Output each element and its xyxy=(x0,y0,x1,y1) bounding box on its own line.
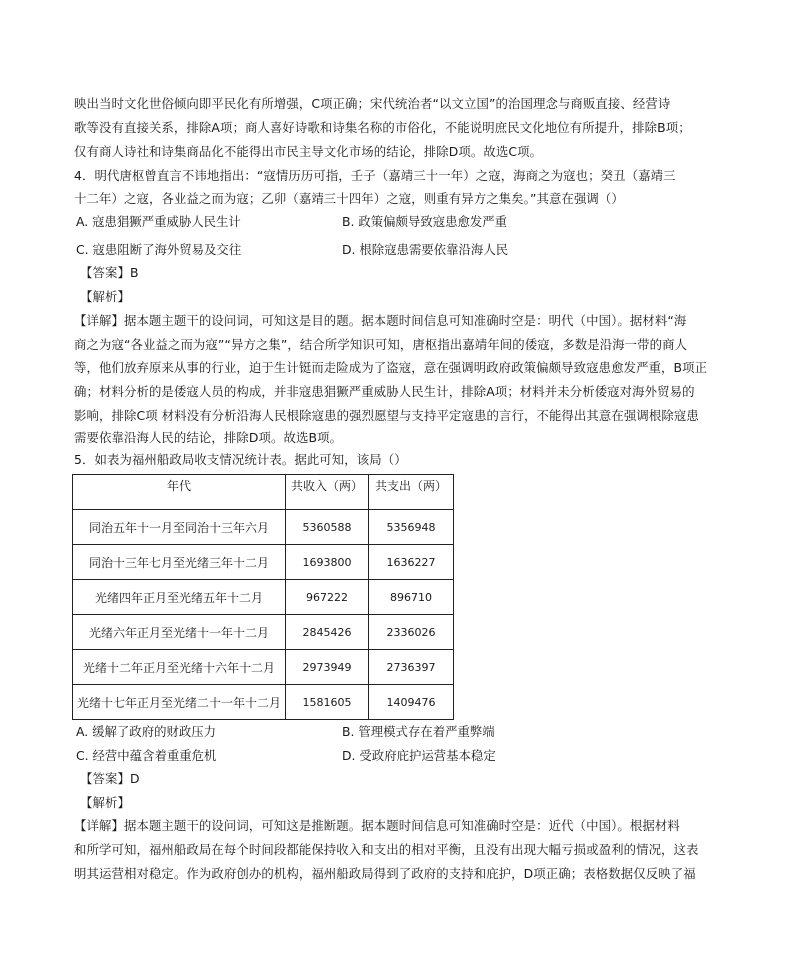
q5-analysis-line-2: 和所学可知，福州船政局在每个时间段都能保持收入和支出的相对平衡，且没有出现大幅亏损或盈利的情况，这表 xyxy=(74,842,699,857)
cell-period: 同治五年十一月至同治十三年六月 xyxy=(73,510,286,545)
table-row xyxy=(73,650,454,685)
q4-option-a: A. 寇患猖獗严重威胁人民生计 xyxy=(76,214,241,229)
table-row xyxy=(73,545,454,580)
q5-answer: 【答案】D xyxy=(80,771,140,786)
revenue-expenditure-table xyxy=(72,474,454,720)
intro-line-1: 映出当时文化世俗倾向即平民化有所增强，C项正确；宋代统治者“以文立国”的治国理念与商贩直接、经营诗 xyxy=(74,96,671,111)
q5-option-c: C. 经营中蕴含着重重危机 xyxy=(76,748,217,763)
table-row xyxy=(73,615,454,650)
header-period: 年代 xyxy=(73,475,286,510)
cell-period: 同治十三年七月至光绪三年十二月 xyxy=(73,545,286,580)
cell-period: 光绪十七年正月至光绪二十一年十二月 xyxy=(73,685,286,720)
table-header-row xyxy=(73,475,454,510)
cell-period: 光绪六年正月至光绪十一年十二月 xyxy=(73,615,286,650)
q4-stem-line-1: 4．明代唐枢曾直言不讳地指出：“寇情历历可指，壬子（嘉靖三十一年）之寇，海商之为寇也；癸丑（嘉靖三 xyxy=(74,168,676,183)
q5-analysis-label: 【解析】 xyxy=(80,795,130,810)
q5-option-d: D. 受政府庇护运营基本稳定 xyxy=(342,748,496,763)
cell-income: 2845426 xyxy=(286,615,369,650)
q4-analysis-line-1: 【详解】据本题主题干的设问词，可知这是目的题。据本题时间信息可知准确时空是：明代（中国）。据材料“海 xyxy=(74,313,687,328)
table-row xyxy=(73,580,454,615)
table-row xyxy=(73,510,454,545)
q4-stem-line-2: 十二年）之寇，各业益之而为寇；乙卯（嘉靖三十四年）之寇，则重有异方之集矣。”其意在强调（） xyxy=(74,191,624,206)
q4-option-c: C. 寇患阻断了海外贸易及交往 xyxy=(76,242,242,257)
q4-option-b: B. 政策偏颇导致寇患愈发严重 xyxy=(342,214,508,229)
q4-option-d: D. 根除寇患需要依靠沿海人民 xyxy=(342,242,509,257)
q5-stem: 5．如表为福州船政局收支情况统计表。据此可知，该局（） xyxy=(74,452,407,467)
q4-answer: 【答案】B xyxy=(80,265,139,280)
header-income: 共收入（两） xyxy=(286,475,369,510)
cell-expenditure: 896710 xyxy=(369,580,454,615)
cell-expenditure: 1636227 xyxy=(369,545,454,580)
intro-line-3: 仅有商人诗社和诗集商品化不能得出市民主导文化市场的结论，排除D项。故选C项。 xyxy=(74,144,543,159)
cell-period: 光绪十二年正月至光绪十六年十二月 xyxy=(73,650,286,685)
q4-analysis-line-3: 等，他们放弃原来从事的行业，迫于生计铤而走险成为了盗寇，意在强调明政府政策偏颇导致寇患愈发严重，B项正 xyxy=(74,360,708,375)
q4-analysis-label: 【解析】 xyxy=(80,289,130,304)
cell-expenditure: 2736397 xyxy=(369,650,454,685)
q4-analysis-line-2: 商之为寇“各业益之而为寇”“异方之集”，结合所学知识可知，唐枢指出嘉靖年间的倭寇，多数是沿海一带的商人 xyxy=(74,337,688,352)
cell-expenditure: 1409476 xyxy=(369,685,454,720)
cell-income: 2973949 xyxy=(286,650,369,685)
q4-analysis-line-6: 需要依靠沿海人民的结论，排除D项。故选B项。 xyxy=(74,430,343,445)
cell-income: 5360588 xyxy=(286,510,369,545)
table-row xyxy=(73,685,454,720)
cell-income: 1693800 xyxy=(286,545,369,580)
intro-line-2: 歌等没有直接关系，排除A项；商人喜好诗歌和诗集名称的市俗化，不能说明庶民文化地位有所提升，排除B项； xyxy=(74,120,691,135)
cell-period: 光绪四年正月至光绪五年十二月 xyxy=(73,580,286,615)
q4-analysis-line-4: 确；材料分析的是倭寇人员的构成，并非寇患猖獗严重威胁人民生计，排除A项；材料并未分析倭寇对海外贸易的 xyxy=(74,384,695,399)
q4-analysis-line-5: 影响，排除C项 材料没有分析沿海人民根除寇患的强烈愿望与支持平定寇患的言行，不能得出其意在强调根除寇患 xyxy=(74,408,699,423)
q5-analysis-line-1: 【详解】据本题主题干的设问词，可知这是推断题。据本题时间信息可知准确时空是：近代（中国）。根据材料 xyxy=(74,818,680,833)
q5-analysis-line-3: 明其运营相对稳定。作为政府创办的机构，福州船政局得到了政府的支持和庇护，D项正确；表格数据仅反映了福 xyxy=(74,866,696,881)
cell-income: 1581605 xyxy=(286,685,369,720)
cell-expenditure: 5356948 xyxy=(369,510,454,545)
header-expenditure: 共支出（两） xyxy=(369,475,454,510)
cell-income: 967222 xyxy=(286,580,369,615)
q5-option-a: A. 缓解了政府的财政压力 xyxy=(76,724,217,739)
q5-option-b: B. 管理模式存在着严重弊端 xyxy=(342,724,495,739)
cell-expenditure: 2336026 xyxy=(369,615,454,650)
